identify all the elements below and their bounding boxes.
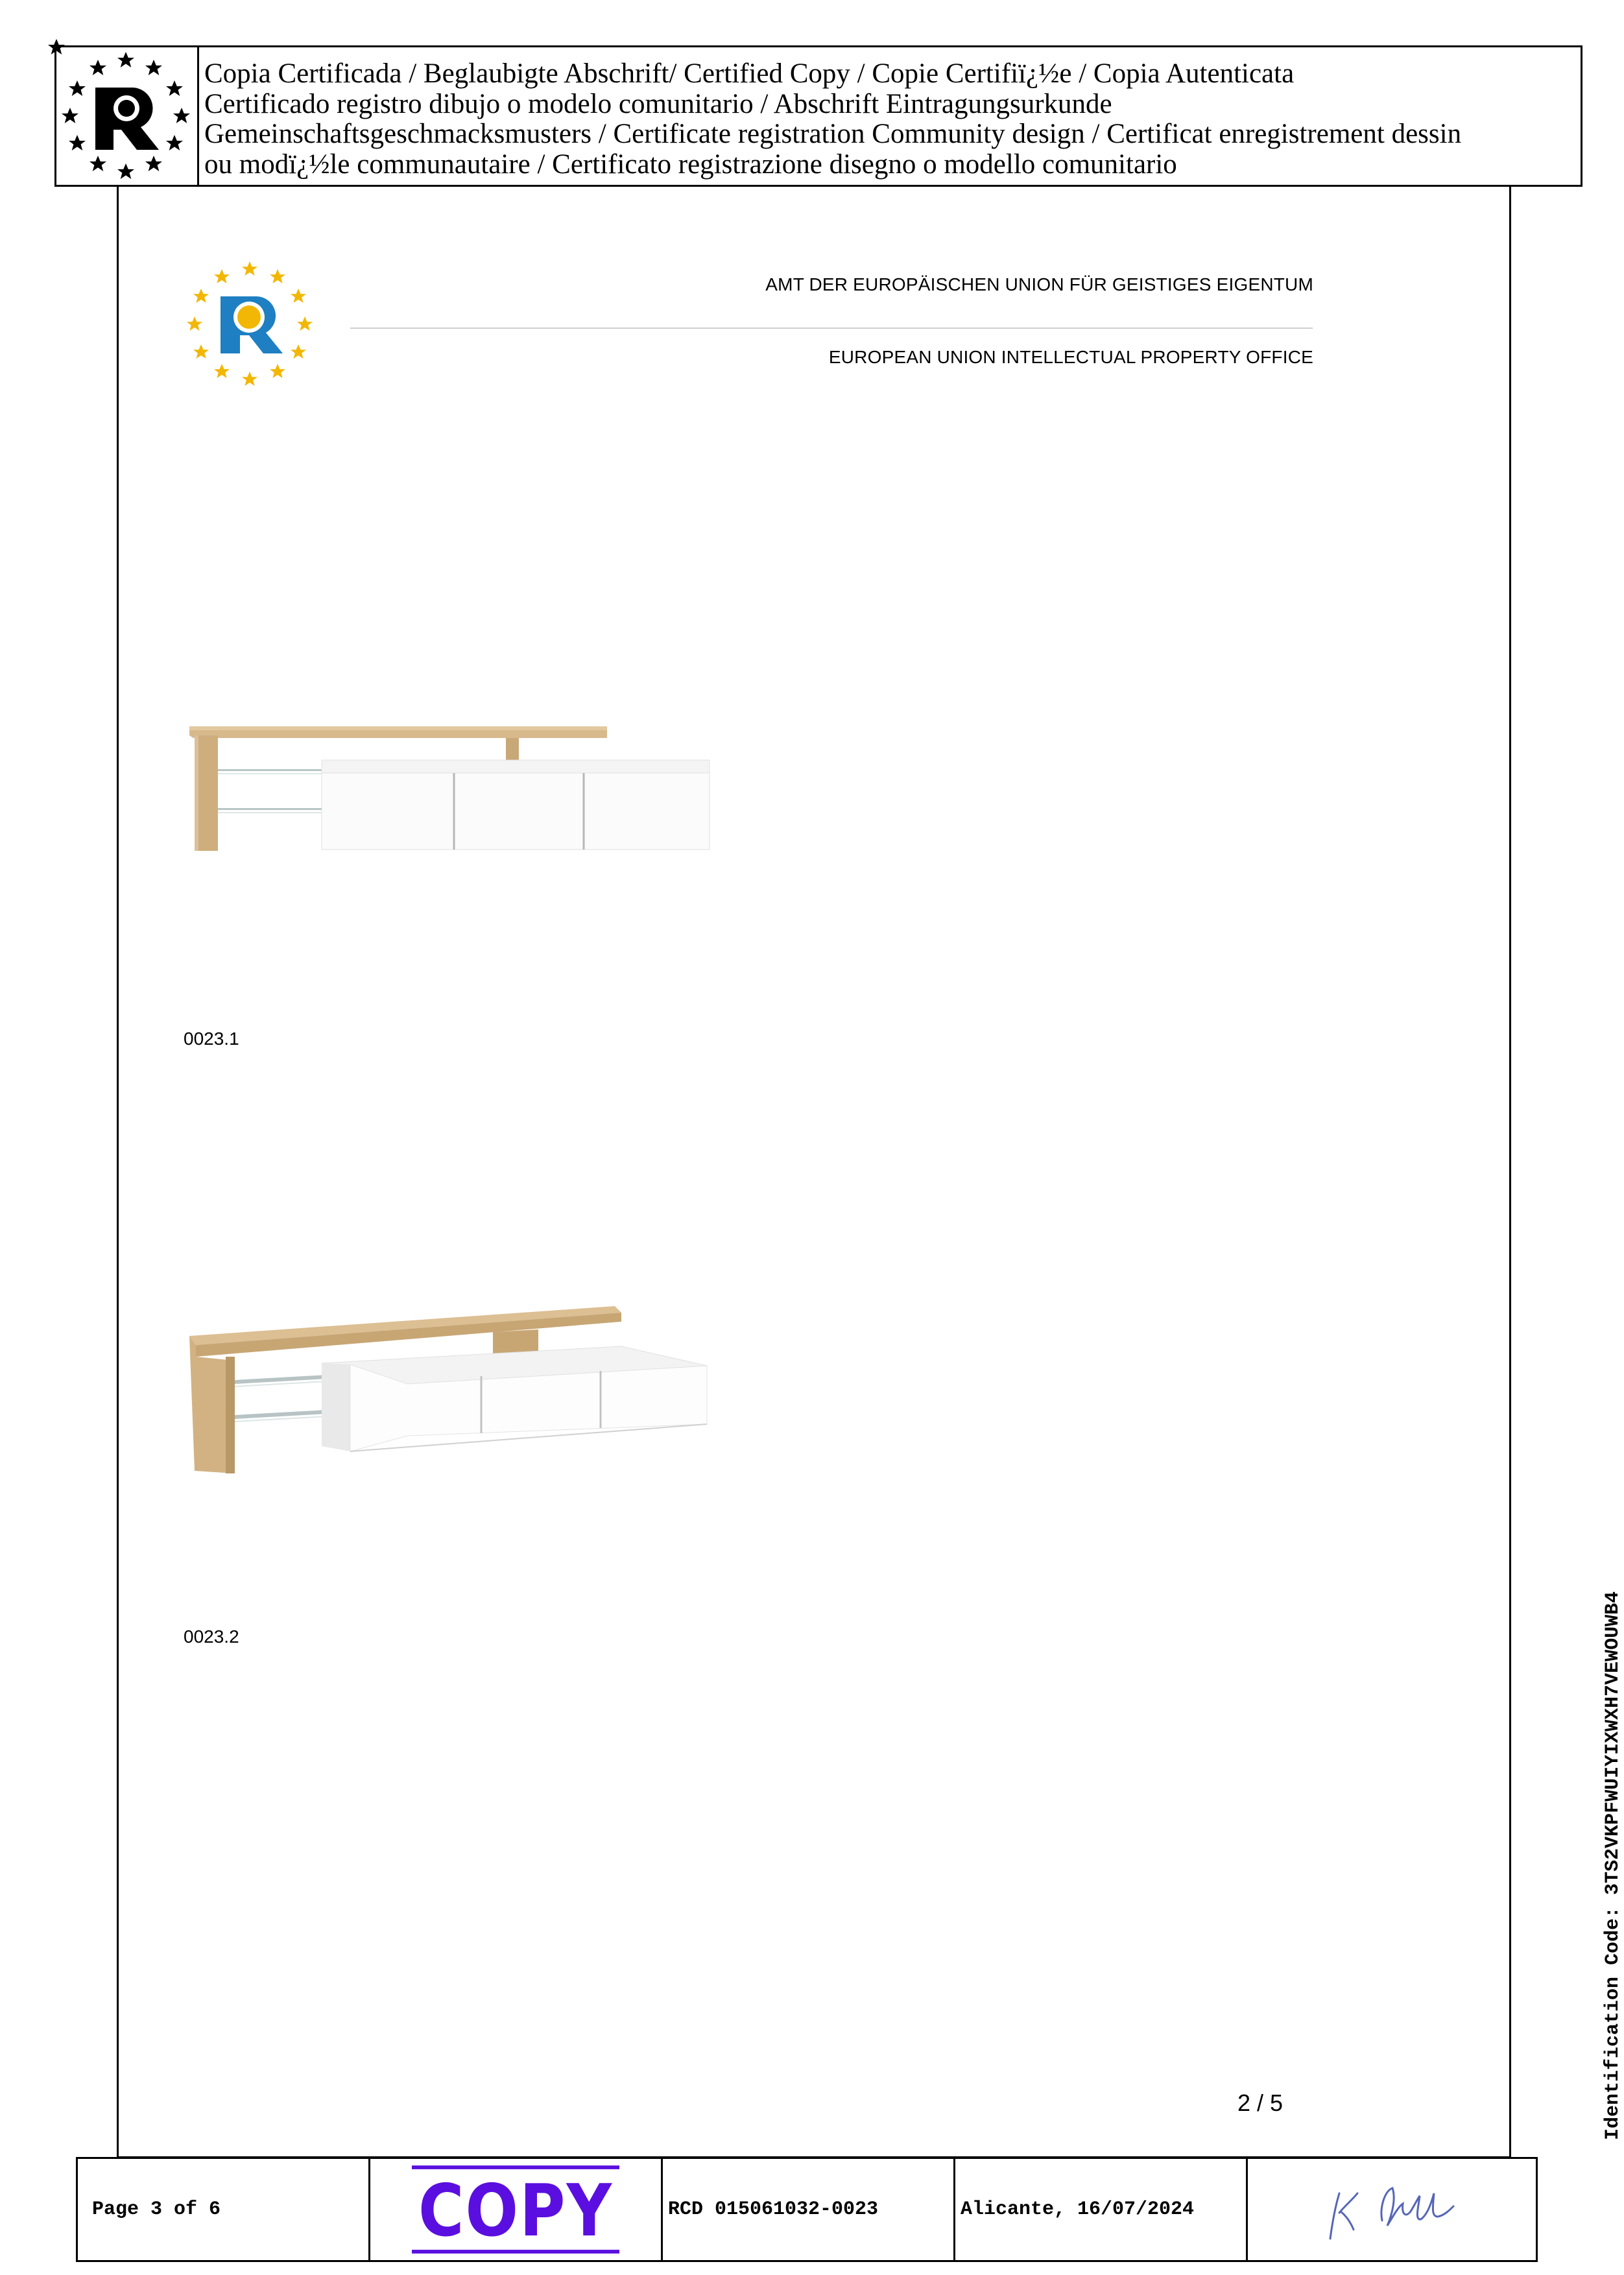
office-divider xyxy=(350,328,1313,329)
footer-stamp-cell xyxy=(370,2159,663,2260)
cert-line: Certificado registro dibujo o modelo comunitario / Abschrift Eintragungsurkunde xyxy=(204,88,1112,119)
certified-copy-header xyxy=(54,45,1582,187)
handwritten-signature-icon xyxy=(1317,2174,1466,2245)
euipo-black-logo xyxy=(56,47,199,185)
cert-line: ou modï¿½le communautaire / Certificato registrazione disegno o modello comunitario xyxy=(204,149,1177,180)
design-view-image-1 xyxy=(188,720,713,856)
cert-line: Copia Certificada / Beglaubigte Abschrift/ Certified Copy / Copie Certifiï¿½e / Copia Autenticata xyxy=(204,58,1295,89)
footer-place-date-cell xyxy=(955,2159,1248,2260)
certified-copy-text xyxy=(204,59,1568,180)
identification-code: Identification Code: 3TS2VKPFWUIYIXWXH7VEWOUWB4 xyxy=(1602,1591,1624,2140)
registered-stars-icon xyxy=(56,47,195,185)
footer-signature-cell xyxy=(1248,2159,1536,2260)
view-label-1: 0023.1 xyxy=(184,1029,239,1049)
footer-page-cell xyxy=(78,2159,370,2260)
copy-stamp: COPY xyxy=(412,2165,619,2254)
footer-rcd-cell xyxy=(663,2159,955,2260)
certificate-page-frame xyxy=(117,187,1511,2158)
office-name-english: EUROPEAN UNION INTELLECTUAL PROPERTY OFFICE xyxy=(828,347,1313,367)
euipo-logo xyxy=(182,256,318,392)
page-number: 2 / 5 xyxy=(1237,2090,1284,2116)
footer-rcd-number: RCD 015061032-0023 xyxy=(668,2198,879,2221)
footer-page: Page 3 of 6 xyxy=(92,2198,221,2221)
footer-place-date: Alicante, 16/07/2024 xyxy=(961,2198,1195,2221)
cert-line: Gemeinschaftsgeschmacksmusters / Certificate registration Community design / Certificat enregistrement dessin xyxy=(204,119,1462,149)
design-view-image-2 xyxy=(188,1304,713,1479)
office-name-german: AMT DER EUROPÄISCHEN UNION FÜR GEISTIGES EIGENTUM xyxy=(765,274,1313,294)
footer-bar xyxy=(76,2157,1538,2262)
view-label-2: 0023.2 xyxy=(184,1626,239,1647)
